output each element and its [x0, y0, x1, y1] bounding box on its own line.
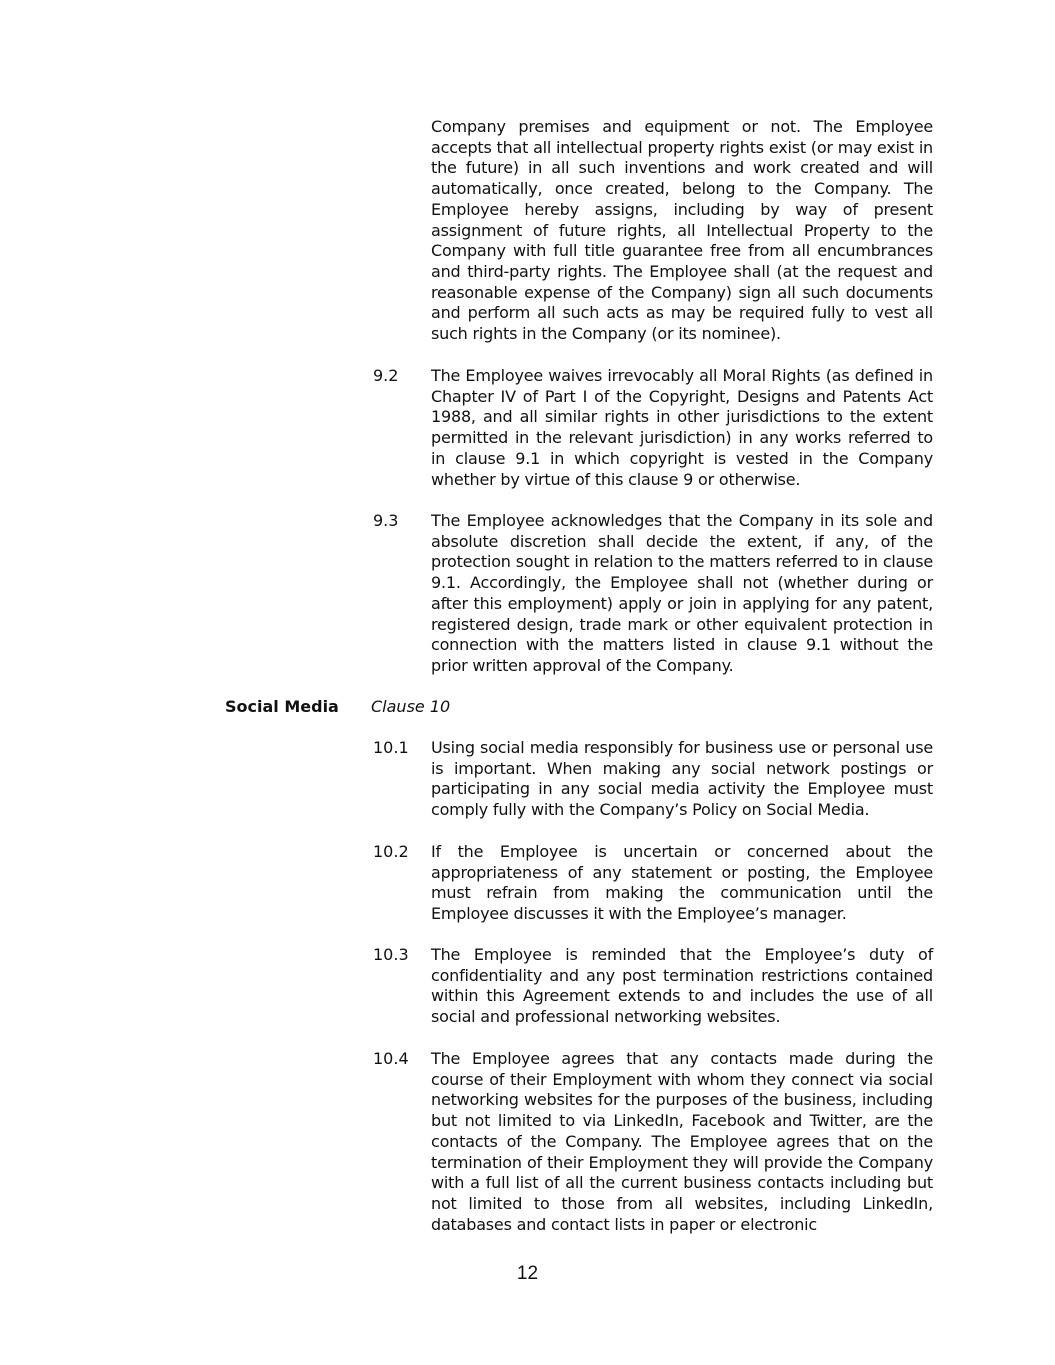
page-number: 12 — [516, 1263, 539, 1284]
clause-10-3-number: 10.3 — [373, 945, 409, 964]
clause-10-4-text: The Employee agrees that any contacts made during the course of their Employment with whom they connect via social networking websites for the purposes of the business, including but not limited to via LinkedIn, Facebook and Twitter, are the contacts of the Company. The Employee agrees that on the termination of their Employment they will provide the Company with a full list of all the current business contacts including but not limited to those from all websites, including LinkedIn, databases and contact lists in paper or electronic — [431, 1049, 933, 1234]
clause-9-1-continued-text: Company premises and equipment or not. The Employee accepts that all intellectual property rights exist (or may exist in the future) in all such inventions and work created and will automatically, once created, belong to the Company. The Employee hereby assigns, including by way of present assignment of future rights, all Intellectual Property to the Company with full title guarantee free from all encumbrances and third-party rights. The Employee shall (at the request and reasonable expense of the Company) sign all such documents and perform all such acts as may be required fully to vest all such rights in the Company (or its nominee). — [431, 117, 934, 344]
clause-10-1-number: 10.1 — [373, 738, 409, 757]
clause-9-3-number: 9.3 — [373, 511, 399, 530]
clause-10-2-number: 10.2 — [373, 842, 409, 861]
clause-9-2-text: The Employee waives irrevocably all Moral Rights (as defined in Chapter IV of Part I of the Copyright, Designs and Patents Act 1988, and all similar rights in other jurisdictions to the extent permitted in the relevant jurisdiction) in any works referred to in clause 9.1 in which copyright is vested in the Company whether by virtue of this clause 9 or otherwise. — [431, 366, 933, 489]
clause-10-1-text: Using social media responsibly for business use or personal use is important. When making any social network postings or participating in any social media activity the Employee must comply fully with the Company’s Policy on Social Media. — [431, 738, 933, 820]
section-clause-reference: Clause 10 — [371, 697, 451, 716]
clause-9-2-number: 9.2 — [373, 366, 399, 385]
clause-9-3-text: The Employee acknowledges that the Company in its sole and absolute discretion shall decide the extent, if any, of the protection sought in relation to the matters referred to in clause 9.1. Accordingly, the Employee shall not (whether during or after this employment) apply or join in applying for any patent, registered design, trade mark or other equivalent protection in connection with the matters listed in clause 9.1 without the prior written approval of the Company. — [431, 511, 933, 675]
clause-10-3-text: The Employee is reminded that the Employee’s duty of confidentiality and any post termination restrictions contained within this Agreement extends to and includes the use of all social and professional networking websites. — [431, 945, 933, 1027]
section-heading-social-media: Social Media — [225, 697, 339, 716]
clause-10-2-text: If the Employee is uncertain or concerned about the appropriateness of any statement or posting, the Employee must refrain from making the communication until the Employee discusses it with the Employee’s manager. — [431, 842, 933, 924]
clause-10-4-number: 10.4 — [373, 1049, 409, 1068]
